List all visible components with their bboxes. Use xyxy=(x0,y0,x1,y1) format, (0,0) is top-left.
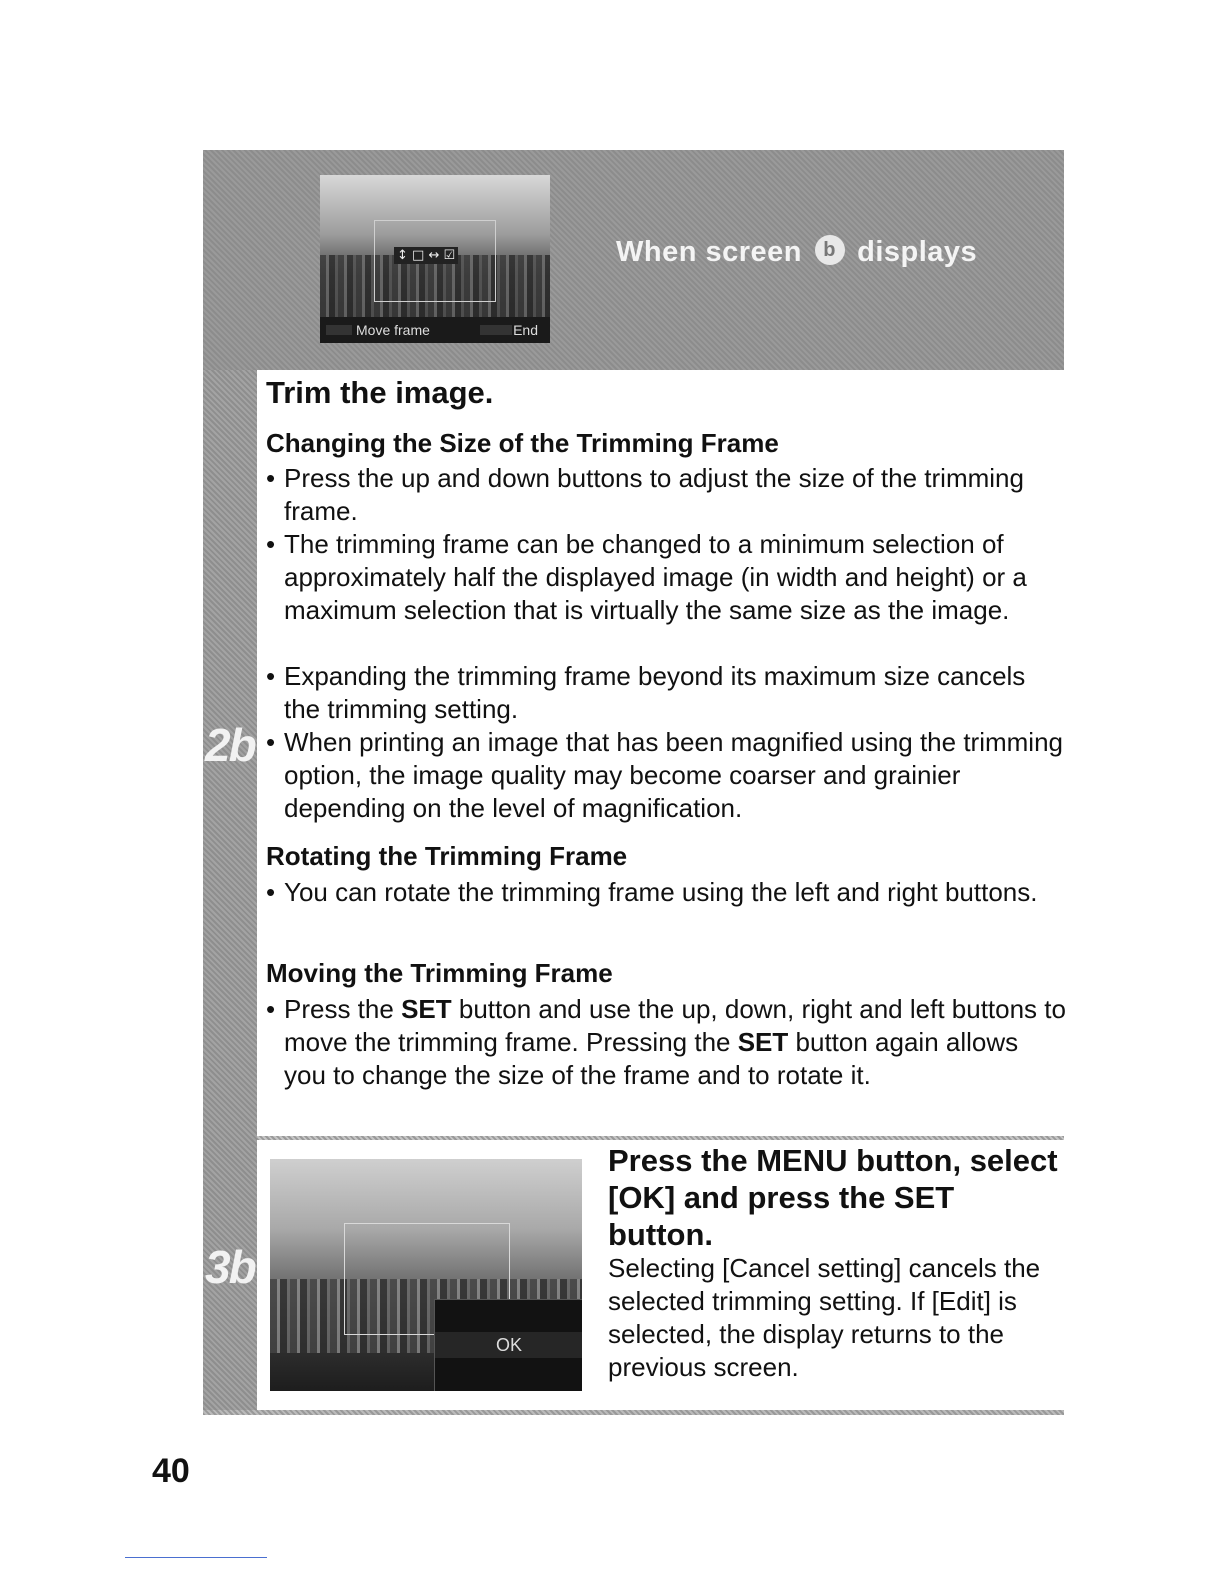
bullet-text: You can rotate the trimming frame using the left and right buttons. xyxy=(284,877,1038,907)
section-body-menu: Selecting [Cancel setting] cancels the selected trimming setting. If [Edit] is selected, the display returns to the previous screen. xyxy=(608,1253,1041,1382)
header-before: When screen xyxy=(616,236,802,268)
menu-key-icon xyxy=(480,325,512,335)
bullet-item xyxy=(266,726,1066,825)
text-part: Press the xyxy=(284,994,402,1024)
bullet-text: When printing an image that has been magnified using the trimming option, the image quality may become coarser and grainier depending on the level of magnification. xyxy=(284,727,1063,823)
step-2b-marker: 2b xyxy=(205,719,255,771)
step-3b-marker: 3b xyxy=(205,1241,255,1293)
camera-screen-trim xyxy=(320,175,550,343)
text-part: button again allows you to change the size of the frame and to rotate it. xyxy=(284,1027,1019,1090)
set-key-icon xyxy=(326,325,352,335)
set-key-text: SET xyxy=(737,1027,789,1057)
confirm-menu xyxy=(434,1299,582,1391)
bottom-rule xyxy=(203,1410,1064,1415)
bullet-item xyxy=(266,876,1066,909)
bullet-dot: • xyxy=(266,463,276,493)
header-title xyxy=(616,236,977,269)
footer-line xyxy=(125,1557,267,1558)
screen-b-icon: b xyxy=(815,235,845,265)
heading-move: Moving the Trimming Frame xyxy=(266,958,613,988)
heading-change-size: Changing the Size of the Trimming Frame xyxy=(266,428,779,458)
bullet-item xyxy=(266,660,1066,726)
text-part: button and use the up, down, right and left buttons to move the trimming frame. Pressing the xyxy=(284,994,1066,1057)
move-frame-label: Move frame xyxy=(356,322,430,338)
bullet-text: Expanding the trimming frame beyond its maximum size cancels the trimming setting. xyxy=(284,661,1026,724)
end-label: End xyxy=(513,322,538,338)
bullet-item xyxy=(266,993,1066,1092)
header-after: displays xyxy=(857,236,978,268)
section-title-trim: Trim the image. xyxy=(266,375,494,410)
ok-option: OK xyxy=(435,1332,582,1358)
section-title-menu: Press the MENU button, select [OK] and press the SET button. xyxy=(608,1143,1058,1252)
page-number: 40 xyxy=(152,1452,190,1490)
bullet-text: Press the up and down buttons to adjust the size of the trimming frame. xyxy=(284,463,1024,526)
bullet-dot: • xyxy=(266,727,276,757)
bullet-dot: • xyxy=(266,994,276,1024)
set-key-text: SET xyxy=(401,994,452,1024)
bullet-dot: • xyxy=(266,877,276,907)
bullet-dot: • xyxy=(266,661,276,691)
bullet-text: The trimming frame can be changed to a minimum selection of approximately half the displayed image (in width and height) or a maximum selection that is virtually the same size as the image. xyxy=(284,529,1027,625)
control-icons: ↕ □ ↔ ☑ xyxy=(394,247,458,264)
camera-screen-confirm xyxy=(270,1159,582,1391)
bullet-dot: • xyxy=(266,529,276,559)
separator xyxy=(257,1136,1064,1140)
screen-status-bar xyxy=(320,317,550,343)
bullet-text xyxy=(284,993,1066,1092)
bullet-item xyxy=(266,528,1066,627)
heading-rotate: Rotating the Trimming Frame xyxy=(266,841,628,871)
bullet-item xyxy=(266,462,1066,528)
